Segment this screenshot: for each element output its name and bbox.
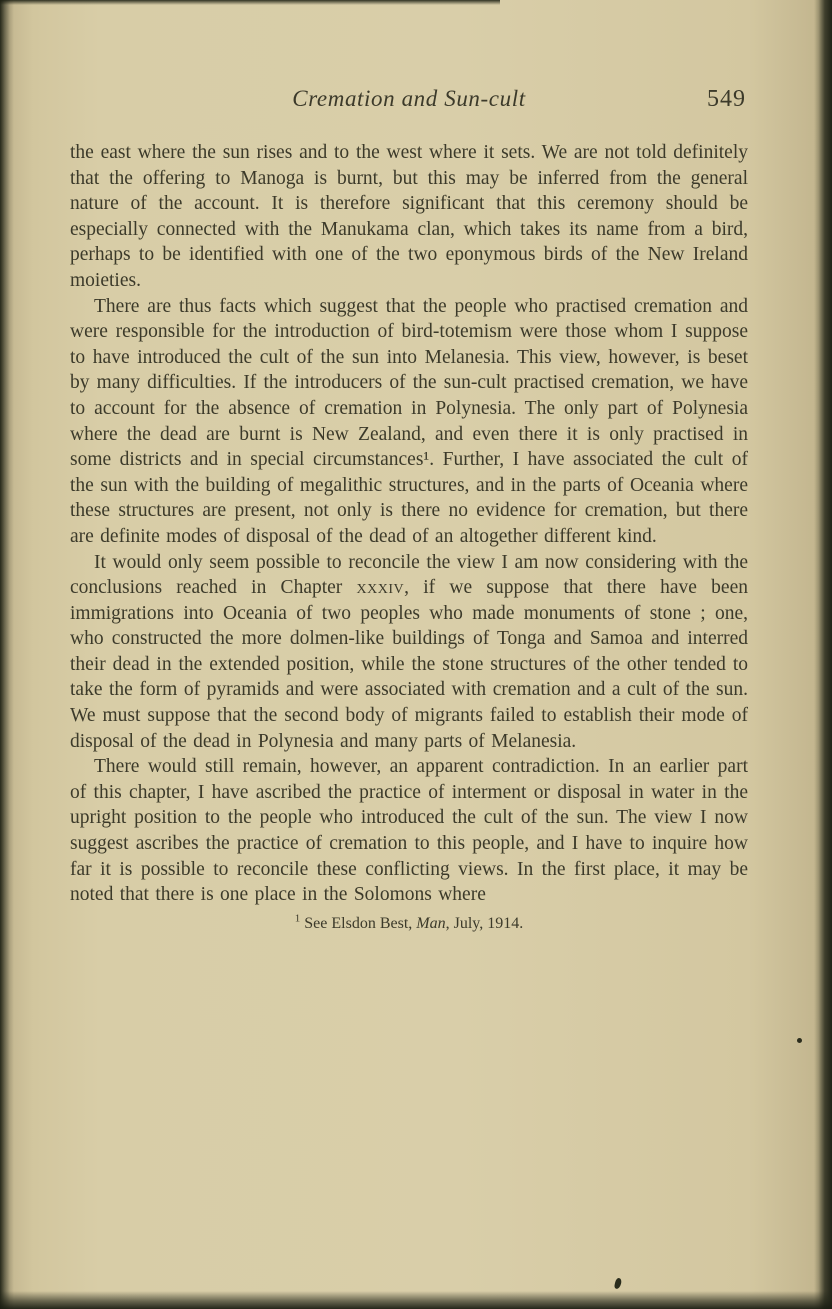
page-edge-left <box>0 0 14 1309</box>
running-head-title: Cremation and Sun-cult <box>292 86 526 111</box>
ink-speck <box>797 1038 802 1043</box>
running-head <box>70 86 748 120</box>
paragraph-3-text-before: It would only seem possible to reconcile the view I am now considering with the conclusions reached in Chapter <box>70 551 748 599</box>
paragraph-3 <box>70 550 748 755</box>
footnote-journal-title: Man <box>416 914 446 932</box>
paragraph-1: the east where the sun rises and to the west where it sets. We are not told definitely that the offering to Manoga is burnt, but this may be inferred from the general nature of the account. It is therefore significant that this ceremony should be especially connected with the Manukama clan, which takes its name from a bird, perhaps to be identified with one of the two eponymous birds of the New Ireland moieties. <box>70 142 748 291</box>
paragraph-2: There are thus facts which suggest that the people who practised cremation and were responsible for the introduction of bird-totemism were those whom I suppose to have introduced the cult of the sun into Melanesia. This view, however, is beset by many difficulties. If the introducers of the sun-cult practised cremation, we have to account for the absence of cremation in Polynesia. The only part of Polynesia where the dead are burnt is New Zealand, and even there it is only practised in some districts and in special circumstances¹. Further, I have associated the cult of the sun with the building of megalithic structures, and in the parts of Oceania where these structures are present, not only is there no evidence for cremation, but there are definite modes of disposal of the dead of an altogether different kind. <box>70 295 748 547</box>
footnote-text-after: , July, 1914. <box>445 914 524 932</box>
chapter-numeral: xxxiv <box>356 577 405 599</box>
body-text <box>70 140 748 908</box>
text-block <box>70 86 748 933</box>
page-edge-right <box>814 0 832 1309</box>
footnote <box>70 912 748 933</box>
page-edge-bottom <box>0 1291 832 1309</box>
ink-speck <box>614 1277 622 1289</box>
footnote-marker: 1 <box>294 912 301 925</box>
page-edge-top <box>0 0 500 5</box>
footnote-text-before: See Elsdon Best, <box>300 914 417 932</box>
paragraph-4: There would still remain, however, an apparent contradiction. In an earlier part of this chapter, I have ascribed the practice of interment or disposal in water in the upright position to the people who introduced the cult of the sun. The view I now suggest ascribes the practice of cremation to this people, and I have to inquire how far it is possible to reconcile these conflicting views. In the first place, it may be noted that there is one place in the Solomons where <box>70 756 748 906</box>
paragraph-3-text-after: , if we suppose that there have been immigrations into Oceania of two peoples who made monuments of stone ; one, who constructed the more dolmen-like buildings of Tonga and Samoa and interred their dead in the extended position, while the stone structures of the other tended to take the form of pyramids and were associated with cremation and a cult of the sun. We must suppose that the second body of migrants failed to establish their mode of disposal of the dead in Polynesia and many parts of Melanesia. <box>70 577 748 752</box>
page-number: 549 <box>707 86 746 112</box>
